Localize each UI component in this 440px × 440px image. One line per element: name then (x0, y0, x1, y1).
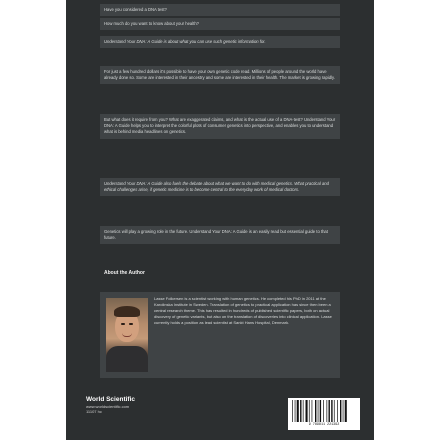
barcode-bar (327, 400, 328, 422)
blurb-block-7 (100, 226, 340, 244)
blurb-block-6 (100, 178, 340, 196)
blurb-block-5 (100, 114, 340, 139)
barcode-bar (323, 400, 324, 422)
barcode-bar (318, 400, 319, 422)
blurb-text: But what does it require from you? What are exaggerated claims, and what is the actual use of a DNA-test? Understand Your DNA: A Guide helps you to interpret the colorful plots of consumer genetics into perspective, and enables you to understand what is behind media headlines on genetics. (104, 117, 336, 135)
publisher-info (86, 396, 135, 414)
barcode-bar (343, 400, 344, 422)
publisher-name: World Scientific (86, 396, 135, 403)
author-box (100, 292, 340, 378)
publisher-url: www.worldscientific.com (86, 404, 130, 409)
barcode-bar (315, 400, 316, 422)
author-photo (106, 298, 148, 372)
barcode-bar (300, 400, 301, 422)
blurb-text: How much do you want to know about your health? (104, 21, 199, 26)
barcode-bar (312, 400, 313, 422)
blurb-text: For just a few hundred dollars it's possible to have your own genetic code read. Millions of people around the world have already done so. Some are interested in their ancestry and some are interested in their health. The market is growing rapidly. (104, 69, 335, 81)
blurb-block-3 (100, 36, 340, 48)
isbn-number: 9 789811 221392 (308, 423, 340, 427)
barcode-bar (309, 400, 310, 422)
barcode-bar (297, 400, 299, 422)
blurb-text: Have you considered a DNA test? (104, 7, 167, 12)
blurb-text: Understand Your DNA: A Guide is about what you can use such genetic information for. (104, 39, 266, 44)
author-bio: Lasse Folkersen is a scientist working with human genetics. He completed his PhD in 2011 at the Karolinska Institute in Sweden. Translation of genetics to practical application has since then been a central research theme. This has resulted in hundreds of published scientific papers, both on actual discovery of genetic variants, but also on the translation of discoveries into clinical application. Lasse currently holds a position as lead scientist at Sankt Hans Hospital, Denmark. (154, 296, 332, 325)
barcode-bar (334, 400, 335, 422)
barcode-bar (337, 400, 338, 422)
book-back-cover (66, 0, 374, 440)
about-author-heading: About the Author (104, 270, 145, 276)
barcode-bar (331, 400, 332, 422)
barcode-bar (329, 400, 330, 422)
barcode-bars (291, 400, 357, 422)
barcode-bar (295, 400, 296, 422)
barcode-bar (340, 400, 341, 422)
barcode-bar (292, 400, 293, 422)
barcode-bar (320, 400, 321, 422)
blurb-block-1 (100, 4, 340, 16)
product-code: 11107 hc (86, 409, 102, 414)
blurb-text: Understand Your DNA: A Guide also fuels the debate about what we want to do with medical genetics. What practical and ethical challenges arise, if genetic medicine is to become central to the everyday work of medical doctors. (104, 181, 329, 193)
barcode-bar (303, 400, 304, 422)
blurb-block-2 (100, 18, 340, 30)
barcode-bar (306, 400, 308, 422)
barcode-bar (345, 400, 347, 422)
blurb-block-4 (100, 66, 340, 84)
barcode (288, 398, 360, 430)
blurb-text: Genetics will play a growing role in the future. Understand Your DNA: A Guide is an easily read but essential guide to that future. (104, 229, 328, 241)
